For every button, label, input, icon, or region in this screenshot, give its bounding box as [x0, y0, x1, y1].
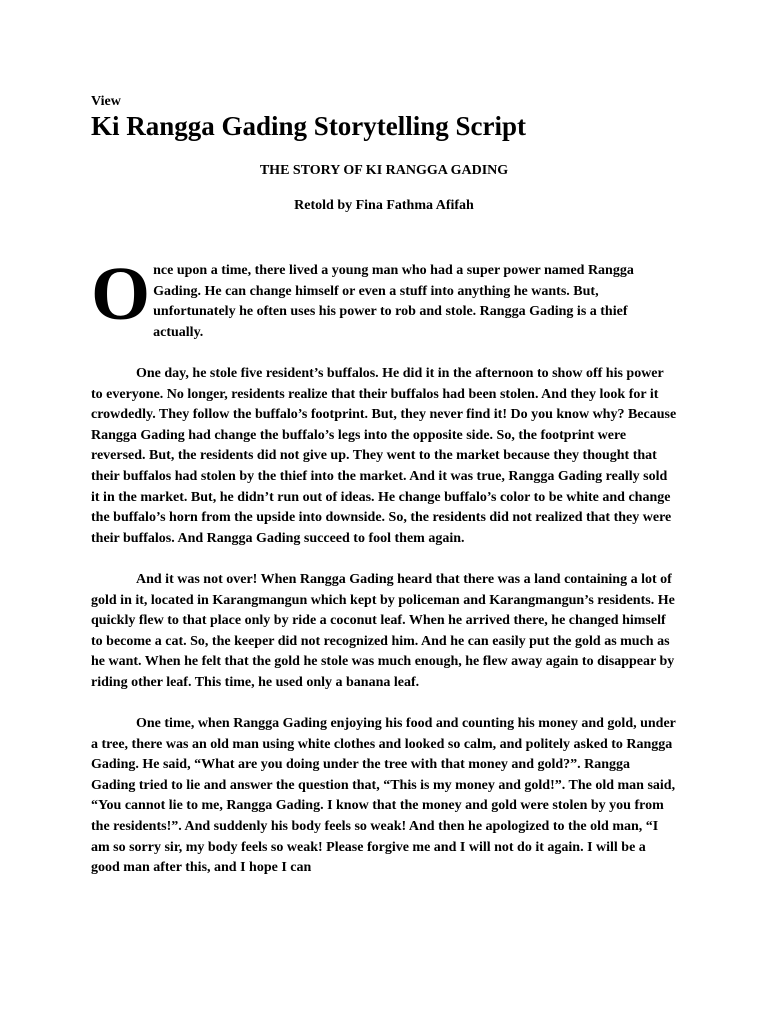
- document-page: [91, 94, 677, 879]
- paragraph-4: One time, when Rangga Gading enjoying his food and counting his money and gold, under a tree, there was an old man using white clothes and looked so calm, and politely asked to Rangga Gading. He said, “What are you doing under the tree with that money and gold?”. Rangga Gading tried to lie and answer the question that, “This is my money and gold!”. The old man said, “You cannot lie to me, Rangga Gading. I know that the money and gold were stolen by you from the residents!”. And suddenly his body feels so weak! And then he apologized to the old man, “I am so sorry sir, my body feels so weak! Please forgive me and I will not do it again. I will be a good man after this, and I hope I can: [91, 716, 676, 876]
- story-byline: Retold by Fina Fathma Afifah: [294, 198, 474, 213]
- view-link[interactable]: View: [91, 94, 121, 109]
- paragraph-3: And it was not over! When Rangga Gading heard that there was a land containing a lot of gold in it, located in Karangmangun which kept by policeman and Karangmangun’s residents. He quickly flew to that place only by ride a coconut leaf. When he arrived there, he changed himself to become a cat. So, the keeper did not recognized him. And he can easily put the gold as much as he want. When he felt that the gold he stole was much enough, he flew away again to disappear by riding other leaf. This time, he used only a banana leaf.: [91, 571, 675, 690]
- document-title: Ki Rangga Gading Storytelling Script: [91, 111, 527, 141]
- drop-cap-letter: O: [91, 252, 151, 336]
- paragraph-2: One day, he stole five resident’s buffalos. He did it in the afternoon to show off his power to everyone. No longer, residents realize that their buffalos had been stolen. And they look for it crowdedly. They follow the buffalo’s footprint. But, they never find it! Do you know why? Because Rangga Gading had change the buffalo’s legs into the opposite side. So, the footprint were reversed. But, the residents did not give up. They went to the market because they thought that their buffalos had stolen by the thief into the market. And it was true, Rangga Gading really sold it in the market. But, he didn’t run out of ideas. He change buffalo’s color to be white and change the buffalo’s horn from the upside into downside. So, the residents did not realized that they were their buffalos. And Rangga Gading succeed to fool them again.: [91, 365, 677, 546]
- paragraph-1: [91, 252, 677, 343]
- story-heading: THE STORY OF KI RANGGA GADING: [259, 163, 509, 178]
- paragraph-1-text: nce upon a time, there lived a young man who had a super power named Rangga Gading. He can change himself or even a stuff into anything he wants. But, unfortunately he often uses his power to rob and stole. Rangga Gading is a thief actually.: [153, 263, 634, 340]
